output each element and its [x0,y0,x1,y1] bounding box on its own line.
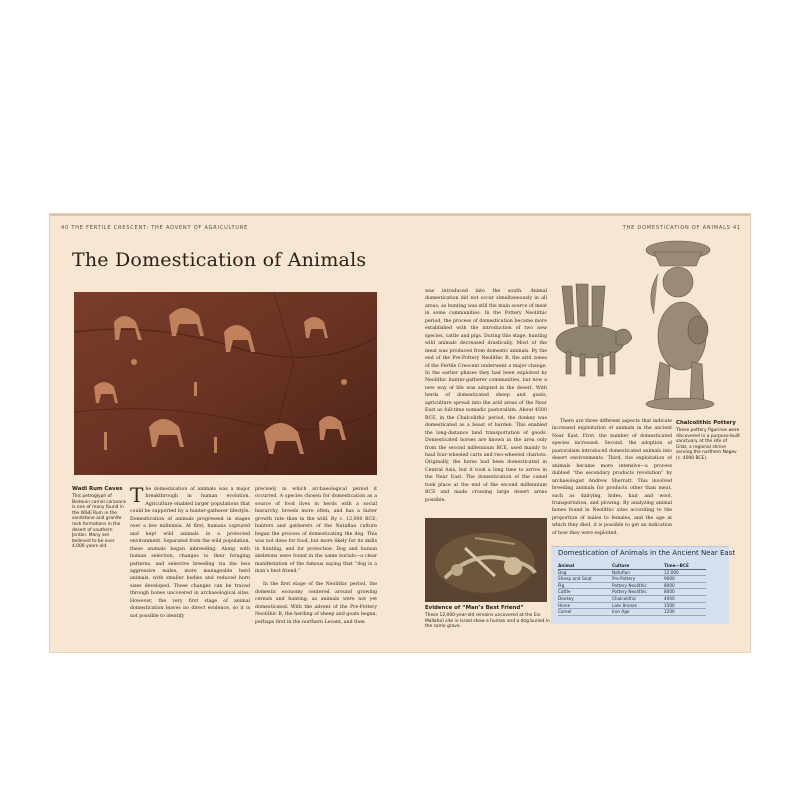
table-row [558,569,706,576]
table-cell: 12,000 [664,569,706,576]
table-cell: 8000 [664,589,706,596]
body-text: he domestication of animals was a major breakthrough in human evolution. Agriculture enabled larger populations that could be supported by a hunter-gatherer lifestyle. Domestication of animals progressed in stages over a few millennia. At first, humans captured and kept wild animals in a protected environment. Separated from the wild population, these animals began inbreeding. Along with human selection, changes to their foraging patterns, and selective breeding via the less aggressive males, more manageable herd animals, with smaller bodies and reduced horn sizes developed. These changes can be traced through bones uncovered in archaeological sites. However, the very first stage of animal domestication leaves no direct evidence, so it is not possible to identify [130,487,250,619]
table-cell: Horse [558,602,612,609]
pottery-figurines-illustration [550,234,740,419]
caption-title: Evidence of “Man’s Best Friend” [425,605,524,611]
table-row [558,576,706,583]
table-row [558,589,706,596]
domestication-table-box [551,546,736,624]
right-running-head: THE DOMESTICATION OF ANIMALS 41 [622,225,741,231]
pottery-photo [550,234,740,419]
column-header: Culture [612,563,664,569]
table-row [558,609,706,616]
table-cell: 1200 [664,609,706,616]
body-text: There are three different aspects that indicate increased exploitation of animals in the ancient Near East. First, the number of domesticated species increased. Second, the adoption of pastoralism introduced domesticated animals into desert environments. Third, the exploitation of animals became more intensive—a process dubbed “the secondary products revolution” by archaeologist Andrew Sherratt. This involved breeding animals for products other than meat, such as dairying, hides, hair and wool, transportation, and plowing. By analyzing animal bones found in Neolithic sites according to the proportion of males to females, and the age at which they died, it is possible to get an indication of how they were exploited. [552,419,672,536]
table-cell: Sheep and Goat [558,576,612,583]
petroglyph-illustration [74,292,377,475]
column-header: Animal [558,563,612,569]
body-column-3 [425,288,547,514]
table-cell: 4000 [664,595,706,602]
table-cell: 9000 [664,576,706,583]
table-cell: Pottery Neolithic [612,589,664,596]
table-row [558,595,706,602]
table-cell: Late Bronze [612,602,664,609]
dog-burial-photo [425,518,547,602]
body-column-1 [130,486,250,636]
dog-burial-caption [425,605,550,630]
table-cell: Pre-Pottery [612,576,664,583]
table-cell: Camel [558,609,612,616]
table-cell: Cattle [558,589,612,596]
table-cell: Pig [558,582,612,589]
table-cell: Chalcolithic [612,595,664,602]
caption-title: Chalcolithic Pottery [676,420,736,426]
table-cell: Iron Age [612,609,664,616]
table-cell: Pottery Neolithic [612,582,664,589]
rock-art-photo [74,292,377,475]
table-title: Domestication of Animals in the Ancient Near East [558,549,736,557]
caption-body: These 12,000-year-old remains uncovered at the Ein Mallaha) site in Israel show a human and a dog buried in the same grave. [425,613,550,630]
header-rule [50,214,750,216]
table-cell: 1500 [664,602,706,609]
body-column-4 [552,418,672,543]
rock-art-caption [72,486,127,550]
drop-cap: T [130,486,144,507]
table-row [558,582,706,589]
body-text-continued: In the first stage of the Neolithic period, the domestic economy centered around growing cereals and hunting, as animals were not yet domesticated. With the advent of the Pre-Pottery Neolithic B, the herding of sheep and goats began, perhaps first in the northern Levant, and then [255,582,377,625]
column-header: Time—BCE [664,563,706,569]
table-cell: Natufian [612,569,664,576]
caption-title: Wadi Rum Caves [72,486,123,492]
book-spread [50,214,750,652]
domestication-table [558,563,706,616]
table-cell: Donkey [558,595,612,602]
body-text: was introduced into the south. Animal domestication did not occur simultaneously in all areas, as hunting was still the main source of meat in some communities. In the Pottery Neolithic period, the process of domestication became more established with the introduction of two new species, cattle and pigs. During this stage, hunting wild animals decreased drastically. Most of the meat was produced from domestic animals. By the end of the Pre-Pottery Neolithic B, the arid zones of the Fertile Crescent underwent a major change. In the earlier phases they had been exploited by Neolithic hunter-gatherer communities, but now a new way of life was adopted in the desert. With herds of domesticated sheep and goats, agriculture spread into the arid areas of the Near East as full-time nomadic pastoralism. About 4500 BCE, in the Chalcolithic period, the donkey was domesticated as a beast of burden. This enabled the long-distance land transportation of goods. Domesticated horses are known in the area only from the second millennium BCE, used mainly to haul four-wheeled carts and two-wheeled chariots. Originally, the horse had been domesticated in Central Asia, but it took a long time to arrive in the Near East. The domestication of the camel took place at the end of the second millennium BCE and made crossing large desert areas possible. [425,289,547,503]
table-row [558,602,706,609]
burial-illustration [425,518,547,602]
table-cell: 8000 [664,582,706,589]
pottery-caption [676,420,740,462]
page-title: The Domestication of Animals [72,249,367,271]
table-cell: Dog [558,569,612,576]
caption-body: This petroglyph of Bedouin camel caravans is one of many found in the Wādī Rum in the sandstone and granite rock formations in the desert of southern Jordan. Many are believed to be over 4,000 years old. [72,494,127,550]
caption-body: These pottery figurines were discovered in a purpose-built sanctuary at the site of Gilat, a regional shrine serving the northern Negev (c. 4000 BCE). [676,428,740,461]
body-column-2 [255,486,377,636]
body-text: precisely in which archaeological period it occurred. A species chosen for domestication as a source of food lives in herds with a social hierarchy, breeds more often, and has a faster growth rate than in the wild. By c. 12,000 BCE, hunters and gatherers of the Natufian culture began the process of domesticating the dog. This was not done for food, but more likely for its skills in hunting, and for protection. Dog and human skeletons were found in the same burials—a clear manifestation of the famous saying that “dog is a man’s best friend.” [255,487,377,574]
left-running-head: 40 THE FERTILE CRESCENT: THE ADVENT OF AGRICULTURE [61,225,249,231]
